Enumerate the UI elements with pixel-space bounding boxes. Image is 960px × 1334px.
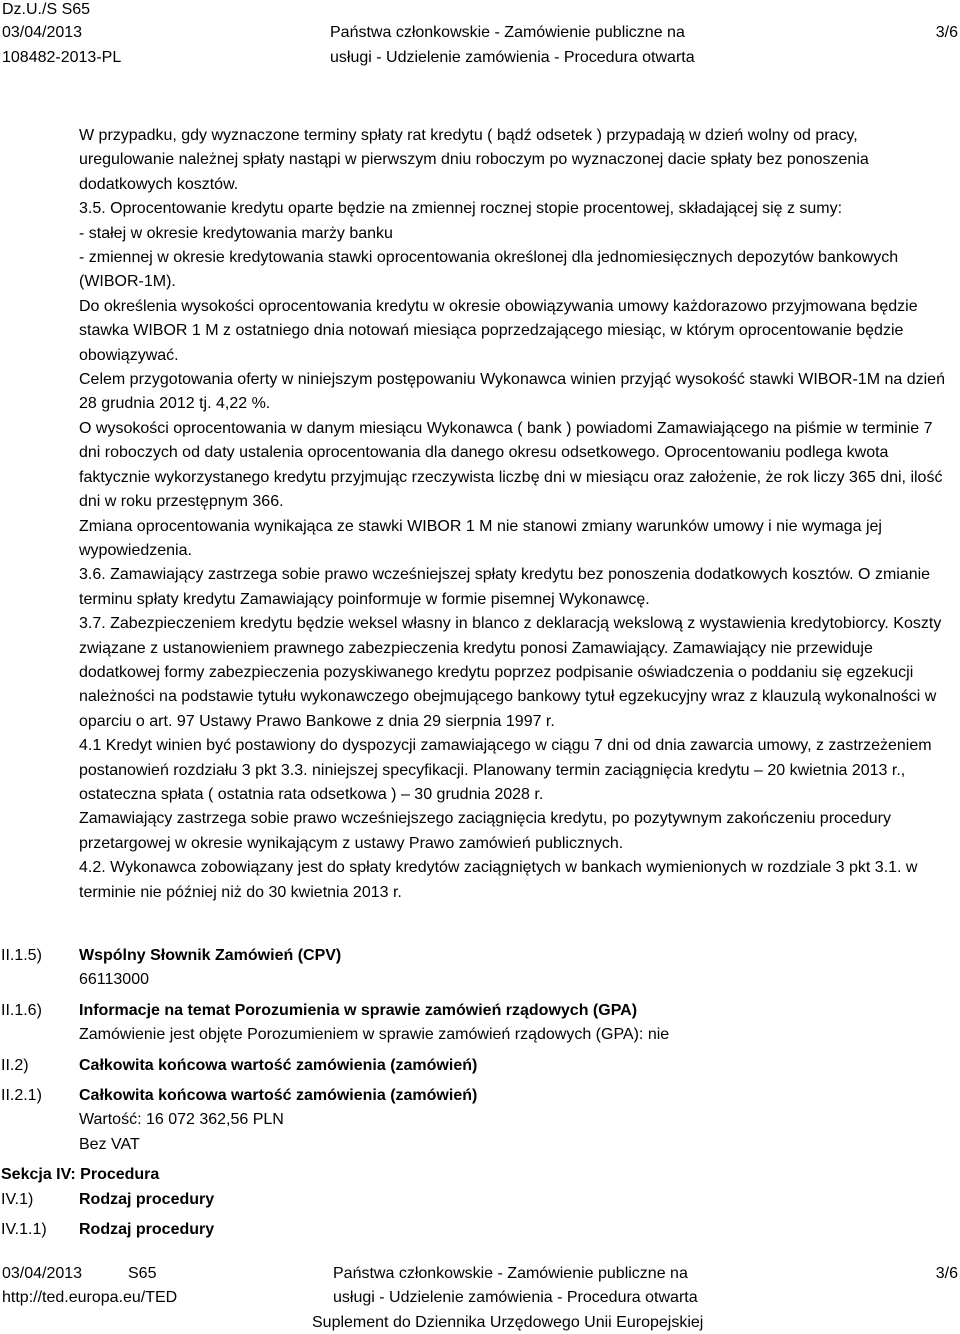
paragraph: 3.7. Zabezpieczeniem kredytu będzie weksel własny in blanco z deklaracją wekslową z wystawienia kredytobiorcy. Koszty związane z ustanowieniem prawnego zabezpieczenia kredytu ponosi Zamawiający. Zamawiający nie przewiduje dodatkowej formy zabezpieczenia pozyskiwanego kredytu poprzez podpisanie oświadczenia o poddaniu się egzekucji należności na podstawie tytułu wykonawczego obejmującego bankowy tytuł egzekucyjny wraz z klauzulą wykonalności w oparciu o art. 97 Ustawy Prawo Bankowe z dnia 29 sierpnia 1997 r. xyxy=(79,615,942,730)
header-title-line2: usługi - Udzielenie zamówienia - Procedura otwarta xyxy=(330,49,695,66)
section-title: Wspólny Słownik Zamówień (CPV) xyxy=(79,947,342,964)
paragraph: 3.5. Oprocentowanie kredytu oparte będzie na zmiennej rocznej stopie procentowej, składającej się z sumy: xyxy=(79,200,843,218)
contract-value: Wartość: 16 072 362,56 PLN xyxy=(79,1111,284,1129)
publication-date: 03/04/2013 xyxy=(2,24,83,41)
paragraph: Zmiana oprocentowania wynikająca ze stawki WIBOR 1 M nie stanowi zmiany warunków umowy i nie wymaga jej wypowiedzenia. xyxy=(79,517,882,559)
paragraph: O wysokości oprocentowania w danym miesiącu Wykonawca ( bank ) powiadomi Zamawiającego na piśmie w terminie 7 dni roboczych od daty ustalenia oprocentowania dla danego okresu odsetkowego. Oprocentowaniu podlega kwota faktycznie wykorzystanego kredytu przyjmując rzeczywista liczbę dni w miesiącu oraz założenie, że rok liczy 365 dni, ilość dni w roku przestępnym 366. xyxy=(79,419,943,511)
paragraph: Celem przygotowania oferty w niniejszym postępowaniu Wykonawca winien przyjąć wysokość stawki WIBOR-1M na dzień 28 grudnia 2012 tj. 4,22 %. xyxy=(79,371,945,413)
footer-title-line1: Państwa członkowskie - Zamówienie publiczne na xyxy=(333,1265,688,1282)
section-number: II.1.5) xyxy=(1,947,42,964)
section-number: IV.1) xyxy=(1,1191,34,1208)
section-number: IV.1.1) xyxy=(1,1221,47,1238)
section-title: Informacje na temat Porozumienia w sprawie zamówień rządowych (GPA) xyxy=(79,1002,638,1019)
footer-date: 03/04/2013 xyxy=(2,1265,83,1282)
footer-page-number: 3/6 xyxy=(935,1265,958,1282)
section-number: II.2.1) xyxy=(1,1087,42,1104)
gpa-statement: Zamówienie jest objęte Porozumieniem w sprawie zamówień rządowych (GPA): nie xyxy=(79,1026,670,1044)
section-title: Rodzaj procedury xyxy=(79,1221,215,1238)
section-title: Całkowita końcowa wartość zamówienia (zamówień) xyxy=(79,1087,478,1104)
paragraph: - stałej w okresie kredytowania marży banku xyxy=(79,224,393,242)
section-title: Całkowita końcowa wartość zamówienia (zamówień) xyxy=(79,1057,478,1074)
section-number: II.2) xyxy=(1,1057,29,1074)
header-title-line1: Państwa członkowskie - Zamówienie publiczne na xyxy=(330,24,685,41)
document-id: 108482-2013-PL xyxy=(2,49,122,66)
paragraph: 4.1 Kredyt winien być postawiony do dyspozycji zamawiającego w ciągu 7 dni od dnia zawarcia umowy, z zastrzeżeniem postanowień rozdziału 3 pkt 3.3. niniejszej specyfikacji. Planowany termin zaciągnięcia kredytu – 20 kwietnia 2013 r., ostateczna spłata ( ostatnia rata odsetkowa ) – 30 grudnia 2028 r. xyxy=(79,737,932,803)
section-number: II.1.6) xyxy=(1,1002,42,1019)
journal-reference: Dz.U./S S65 xyxy=(2,1,91,18)
page-number: 3/6 xyxy=(935,24,958,41)
footer-title-line2: usługi - Udzielenie zamówienia - Procedura otwarta xyxy=(333,1289,698,1306)
paragraph: Do określenia wysokości oprocentowania kredytu w okresie obowiązywania umowy każdorazowo przyjmowana będzie stawka WIBOR 1 M z ostatniego dnia notowań miesiąca poprzedzającego miesiąc, w którym oprocentowanie będzie obowiązywać. xyxy=(79,297,918,364)
cpv-code: 66113000 xyxy=(79,971,149,989)
body-text xyxy=(79,124,955,905)
vat-note: Bez VAT xyxy=(79,1135,140,1153)
paragraph: W przypadku, gdy wyznaczone terminy spłaty rat kredytu ( bądź odsetek ) przypadają w dzień wolny od pracy, uregulowanie należnej spłaty nastąpi w pierwszym dniu roboczym po wyznaczonej dacie spłaty bez ponoszenia dodatkowych kosztów. xyxy=(79,127,869,193)
footer-url: http://ted.europa.eu/TED xyxy=(2,1289,178,1306)
section-title: Rodzaj procedury xyxy=(79,1191,215,1208)
footer-series: S65 xyxy=(128,1265,157,1282)
footer-title-line3: Suplement do Dziennika Urzędowego Unii Europejskiej xyxy=(312,1314,704,1331)
paragraph: 3.6. Zamawiający zastrzega sobie prawo wcześniejszej spłaty kredytu bez ponoszenia dodatkowych kosztów. O zmianie terminu spłaty kredytu Zamawiający poinformuje w formie pisemnej Wykonawcę. xyxy=(79,566,931,608)
section-iv-heading: Sekcja IV: Procedura xyxy=(1,1166,160,1183)
paragraph: Zamawiający zastrzega sobie prawo wcześniejszego zaciągnięcia kredytu, po pozytywnym zakończeniu procedury przetargowej w okresie wynikającym z ustawy Prawo zamówień publicznych. xyxy=(79,810,891,852)
paragraph: 4.2. Wykonawca zobowiązany jest do spłaty kredytów zaciągniętych w bankach wymienionych w rozdziale 3 pkt 3.1. w terminie nie później niż do 30 kwietnia 2013 r. xyxy=(79,859,918,901)
paragraph: - zmiennej w okresie kredytowania stawki oprocentowania określonej dla jednomiesięcznych depozytów bankowych (WIBOR-1M). xyxy=(79,249,899,291)
